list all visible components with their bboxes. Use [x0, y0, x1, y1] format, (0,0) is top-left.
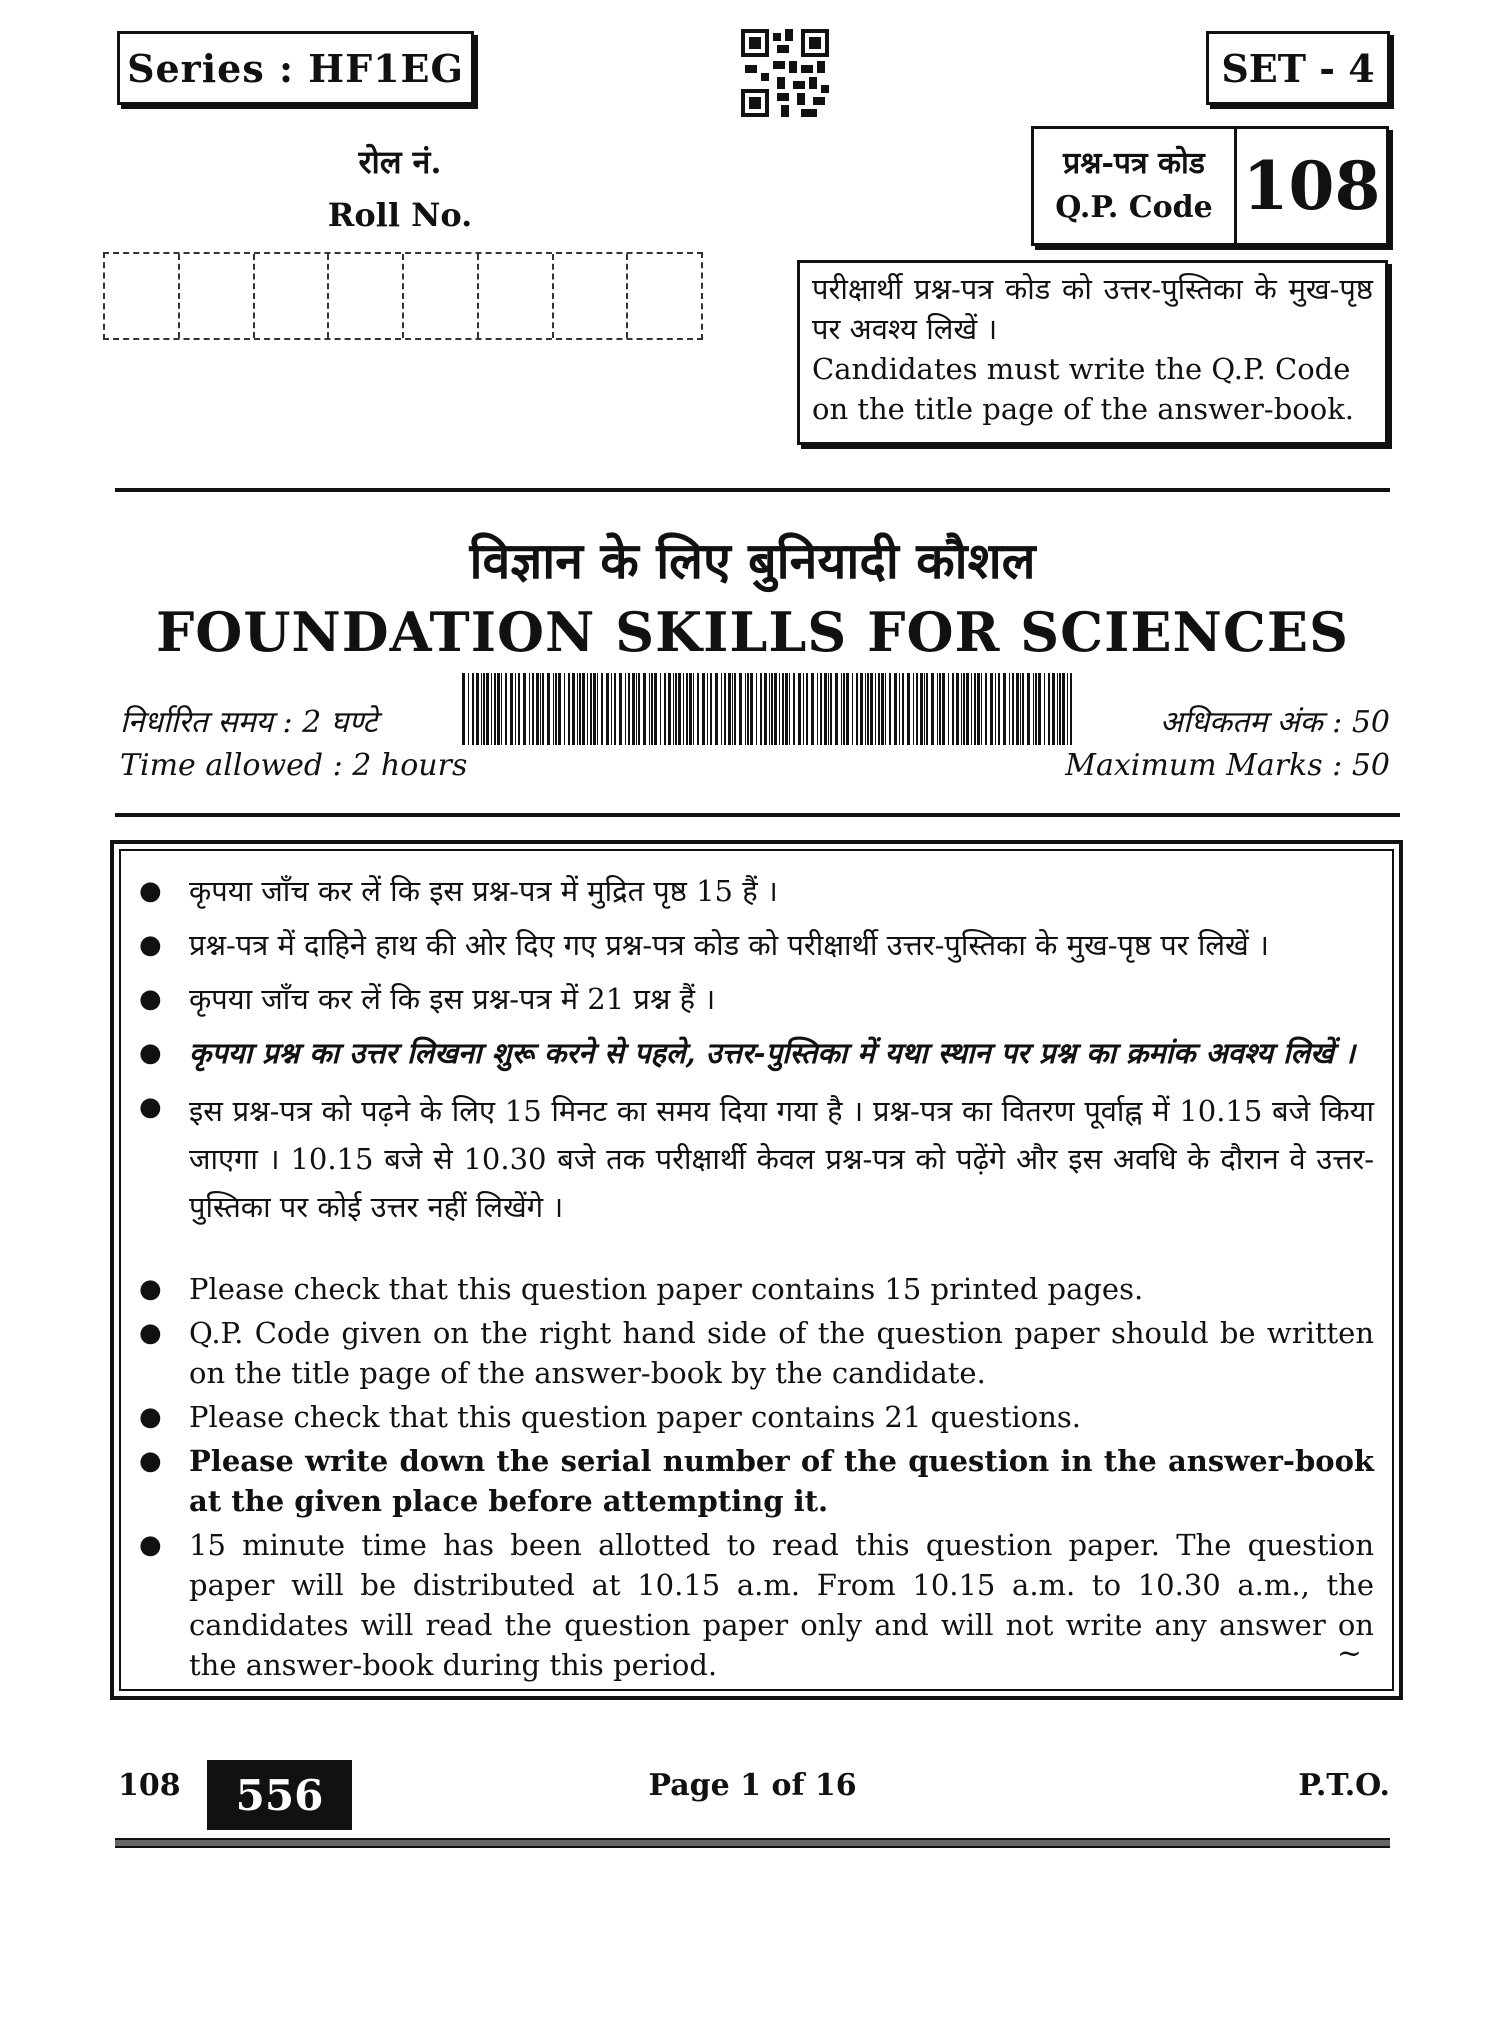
qp-code-label-hindi: प्रश्न-पत्र कोड: [1063, 146, 1205, 181]
barcode-bar: [885, 673, 886, 745]
qp-code-box: [1031, 126, 1389, 246]
divider: [115, 488, 1390, 492]
time-allowed-english: Time allowed : 2 hours: [120, 748, 468, 783]
barcode-bar: [806, 673, 808, 745]
bullet-icon: ●: [139, 1092, 162, 1122]
barcode-bar: [920, 673, 923, 745]
barcode-bar: [728, 673, 731, 745]
tilde-mark: ~: [1336, 1636, 1362, 1671]
barcode-bar: [651, 673, 653, 745]
barcode-bar: [577, 673, 578, 745]
barcode-bar: [660, 673, 661, 745]
barcode-bar: [745, 673, 746, 745]
barcode-bar: [590, 673, 592, 745]
barcode-bar: [966, 673, 969, 745]
barcode-bar: [774, 673, 777, 745]
barcode-bar: [939, 673, 941, 745]
roll-digit-box[interactable]: [180, 254, 255, 338]
barcode-bar: [462, 673, 465, 745]
max-marks-hindi: अधिकतम अंक : 50: [1159, 705, 1390, 740]
barcode-bar: [769, 673, 770, 745]
roll-digit-box[interactable]: [255, 254, 330, 338]
barcode-bar: [942, 673, 945, 745]
barcode-bar: [779, 673, 780, 745]
instruction-item: ● 15 minute time has been allotted to read this question paper. The question paper will be distributed at 10.15 a.m. From 10.15 a.m. to 10.30 a.m., the candidates will read the question paper only and will not write any answer on the answer-book during this period.: [139, 1525, 1374, 1685]
instruction-item: ● Please check that this question paper contains 15 printed pages.: [139, 1269, 1374, 1309]
barcode-bar: [721, 673, 722, 745]
barcode-bar: [956, 673, 959, 745]
roll-digit-box[interactable]: [479, 254, 554, 338]
instruction-item: ● इस प्रश्न-पत्र को पढ़ने के लिए 15 मिनट का समय दिया गया है । प्रश्न-पत्र का वितरण पूर्वाह्न में 10.15 बजे किया जाएगा । 10.15 बजे से 10.30 बजे तक परीक्षार्थी केवल प्रश्न-पत्र को पढ़ेंगे और इस अवधि के दौरान वे उत्तर-पुस्तिका पर कोई उत्तर नहीं लिखेंगे ।: [139, 1087, 1374, 1231]
barcode-bar: [579, 673, 581, 745]
barcode-bar: [913, 673, 914, 745]
barcode-bar: [707, 673, 708, 745]
barcode-bar: [497, 673, 500, 745]
bullet-icon: ●: [139, 930, 162, 960]
barcode-bar: [830, 673, 832, 745]
barcode-bar: [486, 673, 489, 745]
barcode-bar: [902, 673, 904, 745]
barcode-bar: [593, 673, 596, 745]
set-text: SET - 4: [1221, 45, 1375, 91]
footer-serial-box: 556: [207, 1760, 352, 1830]
barcode-bar: [734, 673, 736, 745]
barcode-bar: [693, 673, 694, 745]
barcode-bar: [664, 673, 666, 745]
barcode-bar: [931, 673, 934, 745]
bullet-icon: ●: [139, 1038, 162, 1068]
barcode-bar: [601, 673, 603, 745]
barcode-bar: [619, 673, 622, 745]
qp-code-notice: [797, 260, 1388, 445]
barcode-bar: [558, 673, 561, 745]
barcode-bar: [529, 673, 530, 745]
barcode-bar: [963, 673, 965, 745]
divider: [115, 813, 1400, 817]
barcode-bar: [961, 673, 962, 745]
barcode-bar: [572, 673, 575, 745]
barcode-bar: [990, 673, 993, 745]
barcode: [462, 673, 1076, 745]
barcode-bar: [582, 673, 585, 745]
barcode-bar: [553, 673, 554, 745]
barcode-bar: [614, 673, 616, 745]
barcode-bar: [702, 673, 705, 745]
instructions-box: [110, 840, 1403, 1700]
qp-code-label: [1034, 129, 1237, 243]
barcode-bar: [638, 673, 640, 745]
barcode-bar: [501, 673, 502, 745]
barcode-bar: [926, 673, 928, 745]
barcode-bar: [476, 673, 479, 745]
barcode-bar: [760, 673, 762, 745]
barcode-bar: [852, 673, 853, 745]
barcode-bar: [846, 673, 849, 745]
barcode-bar: [715, 673, 718, 745]
barcode-bar: [536, 673, 539, 745]
barcode-bar: [668, 673, 671, 745]
barcode-bar: [860, 673, 863, 745]
title-hindi: विज्ञान के लिए बुनियादी कौशल: [469, 531, 1036, 590]
barcode-bar: [673, 673, 674, 745]
barcode-bar: [468, 673, 469, 745]
pto-label: P.T.O.: [1298, 1768, 1390, 1803]
barcode-bar: [505, 673, 507, 745]
barcode-bar: [568, 673, 570, 745]
roll-digit-box[interactable]: [554, 254, 629, 338]
bullet-icon: ●: [139, 1402, 162, 1432]
qp-code-label-english: Q.P. Code: [1055, 190, 1213, 225]
barcode-bar: [916, 673, 918, 745]
barcode-bar: [750, 673, 753, 745]
notice-english: Candidates must write the Q.P. Code on the title page of the answer-book.: [812, 352, 1354, 426]
barcode-bar: [870, 673, 873, 745]
barcode-bar: [654, 673, 657, 745]
bullet-icon: ●: [139, 1530, 162, 1560]
barcode-bar: [606, 673, 609, 745]
barcode-bar: [924, 673, 925, 745]
barcode-bar: [472, 673, 474, 745]
barcode-bar: [894, 673, 897, 745]
barcode-bar: [643, 673, 646, 745]
barcode-bar: [686, 673, 688, 745]
barcode-bar: [937, 673, 938, 745]
barcode-bar: [952, 673, 954, 745]
barcode-bar: [491, 673, 492, 745]
barcode-bar: [811, 673, 814, 745]
barcode-bar: [828, 673, 829, 745]
barcode-bar: [739, 673, 742, 745]
barcode-bar: [710, 673, 712, 745]
barcode-bar: [481, 673, 482, 745]
barcode-bar: [824, 673, 827, 745]
instruction-item: ● Q.P. Code given on the right hand side of the question paper should be written on the title page of the answer-book by the candidate.: [139, 1313, 1374, 1393]
barcode-bar: [889, 673, 891, 745]
barcode-bar: [518, 673, 520, 745]
roll-digit-box[interactable]: [404, 254, 479, 338]
barcode-bar: [841, 673, 842, 745]
barcode-bar: [632, 673, 635, 745]
qr-code: [741, 28, 829, 118]
barcode-bar: [843, 673, 845, 745]
bullet-icon: ●: [139, 876, 162, 906]
bullet-icon: ●: [139, 1274, 162, 1304]
barcode-bar: [494, 673, 496, 745]
barcode-bar: [867, 673, 869, 745]
barcode-bar: [678, 673, 681, 745]
instructions-inner: [119, 849, 1394, 1691]
barcode-bar: [881, 673, 884, 745]
barcode-bar: [948, 673, 949, 745]
barcode-bar: [547, 673, 550, 745]
instruction-item: ● कृपया जाँच कर लें कि इस प्रश्न-पत्र में 21 प्रश्न हैं ।: [139, 979, 1374, 1019]
barcode-bar: [597, 673, 598, 745]
instruction-item: ● कृपया प्रश्न का उत्तर लिखना शुरू करने से पहले, उत्तर-पुस्तिका में यथा स्थान पर प्रश्न का क्रमांक अवश्य लिखें ।: [139, 1033, 1374, 1073]
barcode-bar: [803, 673, 804, 745]
barcode-bar: [977, 673, 980, 745]
roll-digit-box[interactable]: [628, 254, 701, 338]
barcode-bar: [483, 673, 485, 745]
bullet-icon: ●: [139, 984, 162, 1014]
barcode-bar: [683, 673, 684, 745]
footer-rule: [115, 1838, 1390, 1848]
barcode-bar: [764, 673, 767, 745]
notice-hindi: परीक्षार्थी प्रश्न-पत्र कोड को उत्तर-पुस्तिका के मुख-पृष्ठ पर अवश्य लिखें ।: [812, 272, 1373, 346]
barcode-bar: [611, 673, 612, 745]
footer-qp-code: 108: [118, 1768, 181, 1803]
barcode-bar: [817, 673, 818, 745]
barcode-bar: [782, 673, 784, 745]
qp-code-number: 108: [1242, 147, 1381, 225]
barcode-bar: [878, 673, 880, 745]
time-allowed-hindi: निर्धारित समय : 2 घण्टे: [120, 705, 378, 740]
barcode-bar: [697, 673, 699, 745]
barcode-bar: [540, 673, 541, 745]
barcode-bar: [899, 673, 900, 745]
barcode-bar: [974, 673, 976, 745]
barcode-bar: [785, 673, 788, 745]
max-marks-english: Maximum Marks : 50: [1065, 748, 1390, 783]
instruction-item: ● प्रश्न-पत्र में दाहिने हाथ की ओर दिए गए प्रश्न-पत्र कोड को परीक्षार्थी उत्तर-पुस्तिका के मुख-पृष्ठ पर लिखें ।: [139, 925, 1374, 965]
barcode-bar: [689, 673, 692, 745]
bullet-icon: ●: [139, 1318, 162, 1348]
roll-digit-box[interactable]: [329, 254, 404, 338]
set-box: [1206, 31, 1390, 105]
barcode-bar: [971, 673, 972, 745]
barcode-bar: [793, 673, 795, 745]
barcode-bar: [981, 673, 982, 745]
barcode-bar: [510, 673, 513, 745]
barcode-bar: [820, 673, 822, 745]
barcode-bar: [675, 673, 677, 745]
barcode-bar: [555, 673, 557, 745]
barcode-bar: [995, 673, 996, 745]
barcode-bar: [564, 673, 565, 745]
barcode-bar: [628, 673, 630, 745]
barcode-bar: [771, 673, 773, 745]
bullet-icon: ●: [139, 1446, 162, 1476]
barcode-bar: [789, 673, 790, 745]
barcode-bar: [542, 673, 544, 745]
page-number: Page 1 of 16: [648, 1768, 857, 1803]
roll-digit-box[interactable]: [105, 254, 180, 338]
barcode-bar: [865, 673, 866, 745]
barcode-bar: [798, 673, 801, 745]
title-english: FOUNDATION SKILLS FOR SCIENCES: [155, 600, 1350, 664]
barcode-bar: [875, 673, 876, 745]
barcode-bar: [724, 673, 726, 745]
roll-number-boxes: [103, 252, 703, 340]
barcode-bar: [907, 673, 910, 745]
barcode-bar: [732, 673, 733, 745]
series-text: Series : HF1EG: [127, 45, 464, 91]
barcode-bar: [649, 673, 650, 745]
instruction-item: ● Please check that this question paper contains 21 questions.: [139, 1397, 1374, 1437]
barcode-bar: [587, 673, 588, 745]
barcode-bar: [625, 673, 626, 745]
series-box: [117, 31, 474, 105]
barcode-bar: [636, 673, 637, 745]
instruction-item: ● कृपया जाँच कर लें कि इस प्रश्न-पत्र में मुद्रित पृष्ठ 15 हैं ।: [139, 871, 1374, 911]
barcode-bar: [515, 673, 516, 745]
instruction-item: ● Please write down the serial number of the question in the answer-book at the given place before attempting it.: [139, 1441, 1374, 1521]
barcode-bar: [747, 673, 749, 745]
roll-label-hindi: रोल नं.: [358, 143, 442, 181]
barcode-bar: [985, 673, 987, 745]
barcode-bar: [856, 673, 858, 745]
barcode-bar: [756, 673, 757, 745]
barcode-bar: [532, 673, 534, 745]
barcode-bar: [835, 673, 838, 745]
barcode-bar: [523, 673, 526, 745]
roll-label-english: Roll No.: [327, 196, 473, 234]
